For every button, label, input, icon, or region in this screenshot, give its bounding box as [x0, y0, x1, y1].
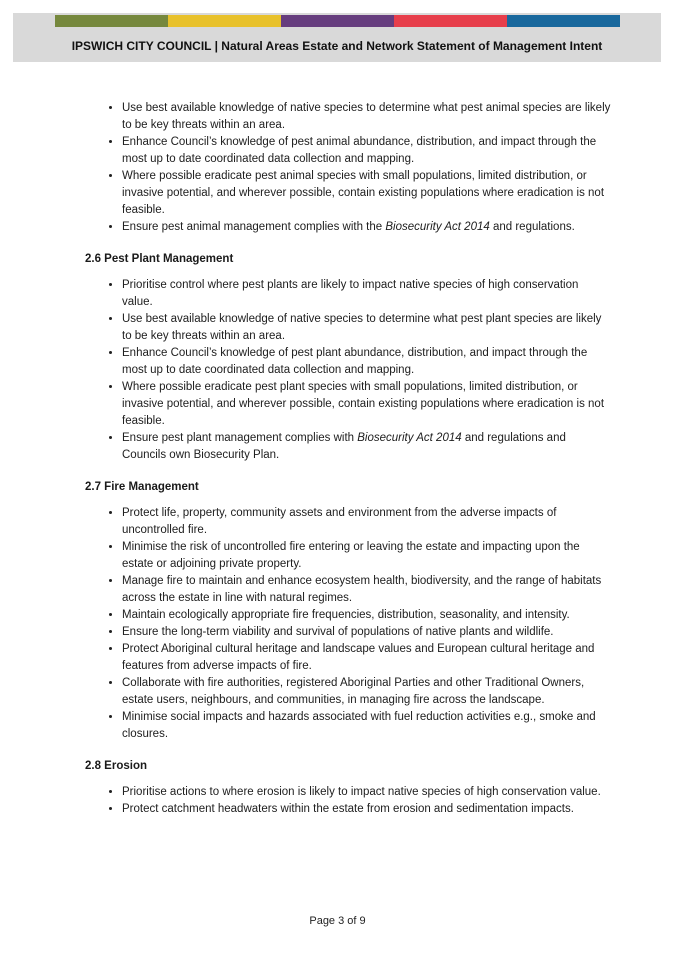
text-run: Collaborate with fire authorities, registered Aboriginal Parties and other Traditional Owners, estate users, neighbours, and communities, in managing fire across the landscape. [122, 677, 585, 706]
brand-color-segment [394, 15, 507, 27]
list-item [122, 801, 612, 818]
text-run: Ensure the long-term viability and survival of populations of native plants and wildlife. [122, 626, 554, 638]
list-item [122, 624, 612, 641]
list-item [122, 784, 612, 801]
brand-color-segment [281, 15, 394, 27]
text-run: Ensure pest plant management complies with [122, 432, 358, 444]
list-item [122, 539, 612, 573]
section-heading: 2.7 Fire Management [85, 481, 199, 493]
text-run: Where possible eradicate pest animal species with small populations, limited distribution, or invasive potential, and wherever possible, contain existing populations where eradication is not feasible. [122, 170, 605, 216]
text-run: Protect catchment headwaters within the estate from erosion and sedimentation impacts. [122, 803, 574, 815]
page-header [13, 13, 661, 62]
text-run: Prioritise actions to where erosion is likely to impact native species of high conservation value. [122, 786, 601, 798]
text-run: Where possible eradicate pest plant species with small populations, limited distribution, or invasive potential, and wherever possible, contain existing populations where eradication is not feasible. [122, 381, 605, 427]
document-body [85, 100, 612, 818]
list-item [122, 311, 612, 345]
list-item [122, 219, 612, 236]
bullet-list [85, 505, 612, 743]
page-number: Page 3 of 9 [309, 915, 366, 927]
text-run: Protect Aboriginal cultural heritage and landscape values and European cultural heritage and features from adverse impacts of fire. [122, 643, 595, 672]
list-item [122, 709, 612, 743]
list-item [122, 379, 612, 430]
text-run: Ensure pest animal management complies with the [122, 221, 386, 233]
text-run: and regulations. [489, 221, 575, 233]
list-item [122, 345, 612, 379]
section-heading: 2.8 Erosion [85, 760, 147, 772]
list-item [122, 641, 612, 675]
bullet-list [85, 100, 612, 236]
list-item [122, 100, 612, 134]
bullet-list [85, 784, 612, 818]
text-run: Enhance Council’s knowledge of pest animal abundance, distribution, and impact through the most up to date coordinated data collection and mapping. [122, 136, 597, 165]
section-heading: 2.6 Pest Plant Management [85, 253, 234, 265]
list-item [122, 607, 612, 624]
text-run: Enhance Council’s knowledge of pest plant abundance, distribution, and impact through the most up to date coordinated data collection and mapping. [122, 347, 588, 376]
brand-color-segment [168, 15, 281, 27]
brand-color-bar [55, 15, 620, 27]
list-item [122, 277, 612, 311]
text-run: Minimise the risk of uncontrolled fire entering or leaving the estate and impacting upon the estate or adjoining private property. [122, 541, 580, 570]
list-item [122, 134, 612, 168]
brand-color-segment [507, 15, 620, 27]
list-item [122, 675, 612, 709]
text-run: Use best available knowledge of native species to determine what pest plant species are likely to be key threats within an area. [122, 313, 602, 342]
text-run: Use best available knowledge of native species to determine what pest animal species are likely to be key threats within an area. [122, 102, 611, 131]
text-run: Maintain ecologically appropriate fire frequencies, distribution, seasonality, and intensity. [122, 609, 570, 621]
document-header-title: IPSWICH CITY COUNCIL | Natural Areas Estate and Network Statement of Management Intent [71, 39, 603, 53]
list-item [122, 505, 612, 539]
italic-text: Biosecurity Act 2014 [357, 432, 462, 444]
italic-text: Biosecurity Act 2014 [385, 221, 490, 233]
text-run: Minimise social impacts and hazards associated with fuel reduction activities e.g., smoke and closures. [122, 711, 596, 740]
text-run: and regulations and Councils own Biosecurity Plan. [122, 432, 566, 461]
list-item [122, 168, 612, 219]
list-item [122, 573, 612, 607]
text-run: Protect life, property, community assets and environment from the adverse impacts of uncontrolled fire. [122, 507, 557, 536]
text-run: Prioritise control where pest plants are likely to impact native species of high conservation value. [122, 279, 579, 308]
brand-color-segment [55, 15, 168, 27]
page-footer [0, 913, 675, 930]
list-item [122, 430, 612, 464]
bullet-list [85, 277, 612, 464]
text-run: Manage fire to maintain and enhance ecosystem health, biodiversity, and the range of habitats across the estate in line with natural regimes. [122, 575, 602, 604]
